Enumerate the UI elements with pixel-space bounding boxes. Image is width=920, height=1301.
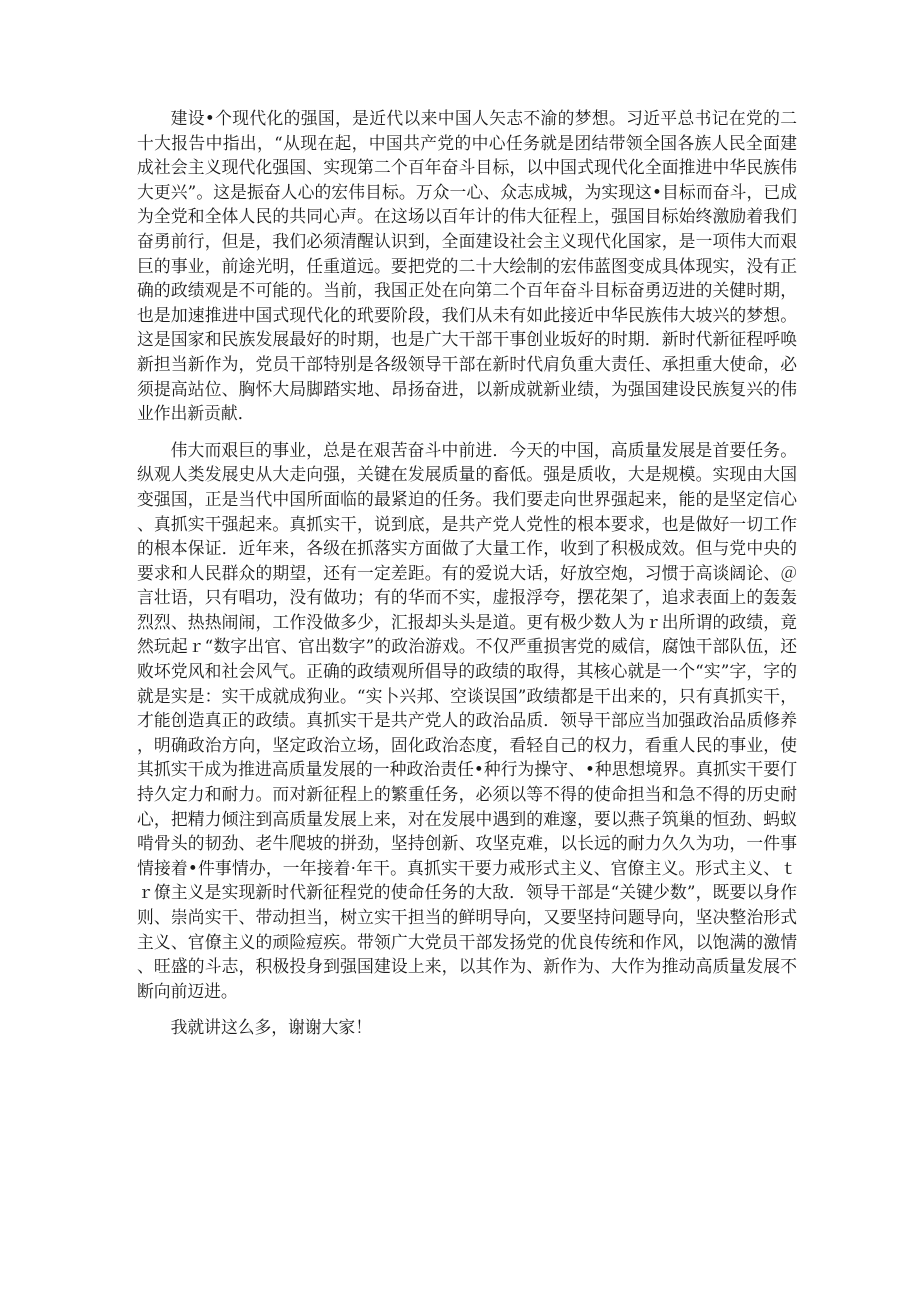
paragraph-3: 我就讲这么多，谢谢大家！ bbox=[170, 1017, 372, 1038]
paragraph-1: 建设•个现代化的强国，是近代以来中国人矢志不渝的梦想。习近平总书记在党的二十大报告中指出，“从现在起，中国共产党的中心任务就是团结带领全国各族人民全面建成社会主义现代化强国、实现第二个百年奋斗目标，以中国式现代化全面推进中华民族伟大更兴”。这是振奋人心的宏伟目标。万众一心、众志成城，为实现这•目标而奋斗，已成为全党和全体人民的共同心声。在这场以百年计的伟大征程上，强国目标始终激励着我们奋勇前行，但是，我们必须清醒认识到，全面建设社会主义现代化国家，是一项伟大而艰巨的事业，前途光明，任重道远。要把党的二十大绘制的宏伟蓝图变成具体现实，没有正确的政绩观是不可能的。当前，我国正处在向第二个百年奋斗目标奋勇迈进的关健时期，也是加速推进中国式现代化的玳要阶段，我们从未有如此接近中华民族伟大坡兴的梦想。这是国家和民族发展最好的时期，也是广大干部干事创业坂好的时期．新时代新征程呼唤新担当新作为，党员干部特别是各级领导干部在新时代肩负重大责任、承担重大使命，必须提高站位、胸怀大局脚踏实地、昂扬奋进，以新成就新业绩，为强国建设民族复兴的伟业作出新贡献． bbox=[137, 108, 797, 424]
document-body bbox=[137, 106, 797, 1040]
paragraph-2: 伟大而艰巨的事业，总是在艰苦奋斗中前进．今天的中国，高质量发展是首要任务。纵观人类发展史从大走向强，关键在发展质量的畜低。强是质收，大是规模。实现由大国变强国，正是当代中国所面临的最紧迫的任务。我们要走向世界强起来，能的是坚定信心、真抓实干强起来。真抓实干，说到底，是共产党人党性的根本要求，也是做好一切工作的根本保证．近年来，各级在抓落实方面做了大量工作，收到了积极成效。但与党中央的要求和人民群众的期望，还有一定差距。有的爱说大话，好放空炮，习惯于高谈阔论、＠言壮语，只有唱功，没有做功；有的华而不实，虚报浮夸，摆花架了，追求表面上的轰轰烈烈、热热闹闹，工作没做多少，汇报却头头是道。更有极少数人为ｒ出所谓的政绩，竟然玩起ｒ“数字出官、官出数字”的政治游戏。不仅严重损害党的威信，腐蚀干部队伍，还败坏党风和社会风气。正确的政绩观所倡导的政绩的取得，其核心就是一个“实”字，字的就是实是：实干成就成狗业。“实卜兴邦、空谈误国”政绩都是干出来的，只有真抓实干，才能创造真正的政绩。真抓实干是共产党人的政治品质．领导干部应当加强政治品质修养，明确政治方向，坚定政治立场，固化政治态度，看轻自己的权力，看重人民的事业，使其抓实干成为推进高质量发展的一种政治责任•种行为操守、•种思想境界。真抓实干要仃持久定力和耐力。而对新征程上的繁重任务，必须以等不得的使命担当和急不得的历史耐心，把精力倾注到高质量发展上来，对在发展中遇到的难邃，要以燕子筑巢的恒劲、蚂蚁啃骨头的韧劲、老牛爬坡的拼劲，坚持创新、攻坚克难，以长远的耐力久久为功，一件事情接着•件事情办，一年接着·年干。真抓实干要力戒形式主义、官僚主义。形式主义、ｔｒ僚主义是实现新时代新征程党的使命任务的大敌．领导干部是“关键少数”，既要以身作则、崇尚实干、带动担当，树立实干担当的鲜明导向，又要坚持问题导向，坚决整治形式主义、官僚主义的顽险痘疾。带领广大党员干部发扬党的优良传统和作风，以饱满的激情、旺盛的斗志，积极投身到强国建设上来，以其作为、新作为、大作为推动高质量发展不断向前迈进。 bbox=[137, 439, 797, 1001]
